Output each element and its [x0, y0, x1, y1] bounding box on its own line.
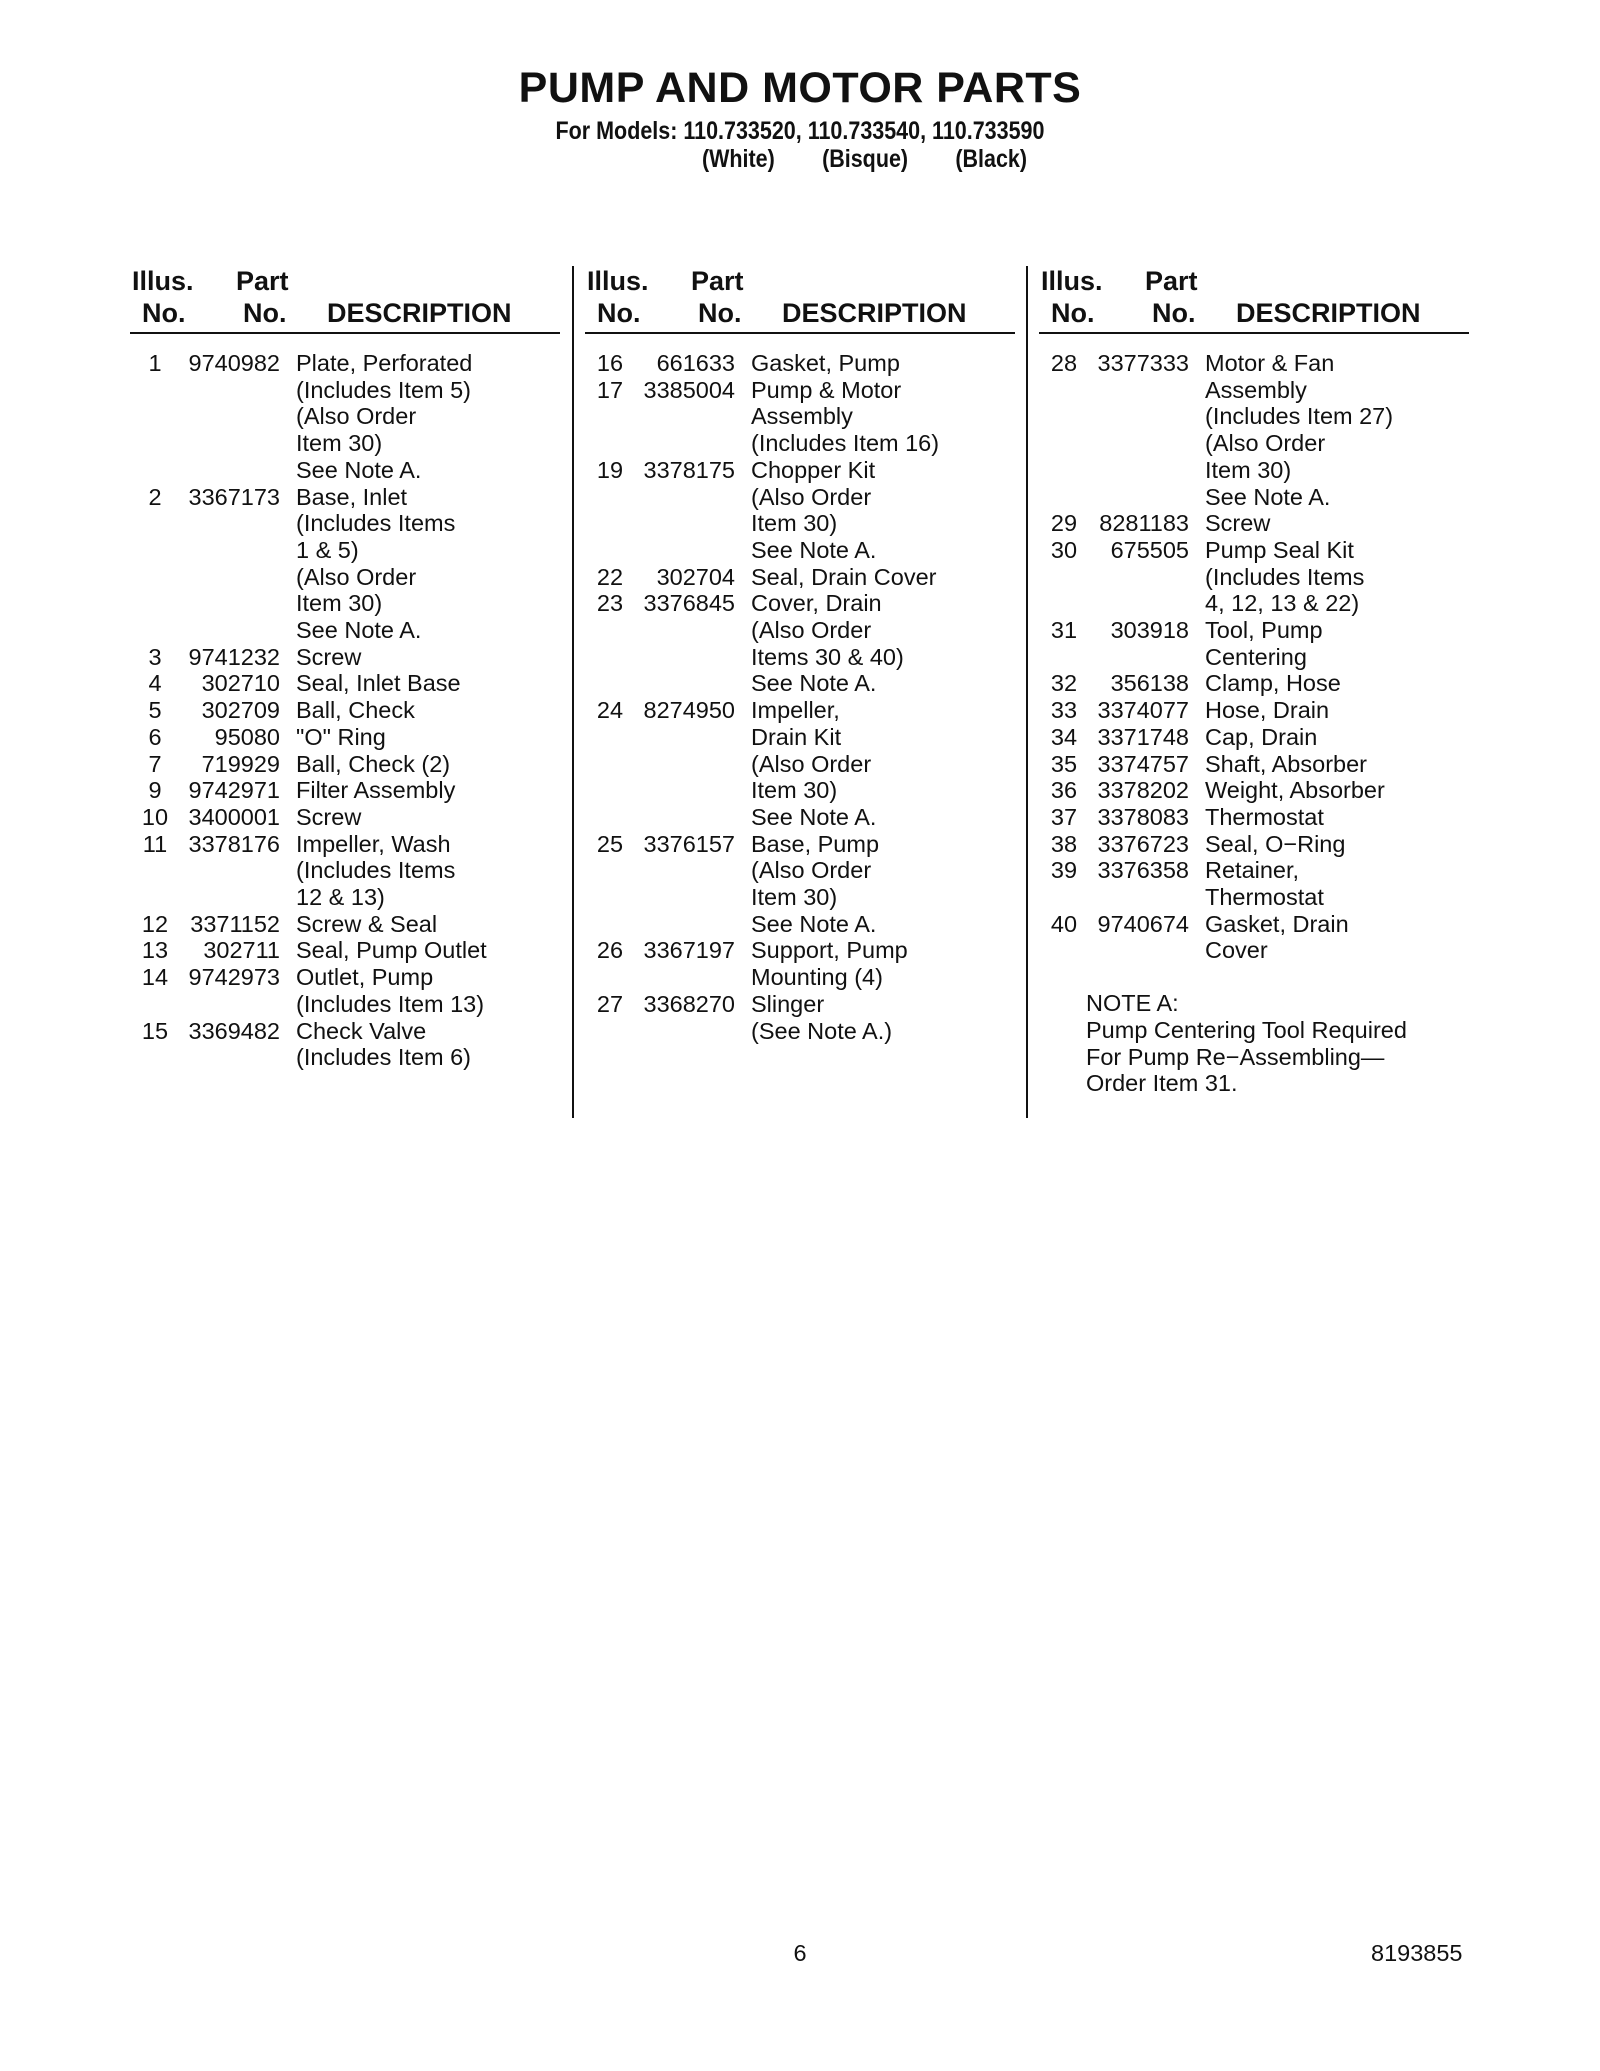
illus-number: 4: [148, 670, 162, 697]
header-illus-no: No.: [597, 298, 641, 328]
part-row: [1039, 537, 1469, 617]
part-description: Hose, Drain: [1205, 697, 1330, 724]
part-row: [130, 831, 560, 911]
part-description: Outlet, Pump (Includes Item 13): [296, 964, 485, 1017]
page-number: 6: [793, 1940, 807, 1966]
part-row: [130, 670, 560, 697]
part-description: Screw: [1205, 510, 1271, 537]
part-description: Support, Pump Mounting (4): [751, 937, 908, 991]
part-row: [130, 350, 560, 484]
part-description: Base, Pump (Also Order Item 30) See Note A.: [751, 830, 880, 937]
part-row: [130, 777, 560, 804]
part-row: [1039, 617, 1469, 670]
part-description: Seal, O−Ring: [1205, 830, 1346, 857]
illus-number: 25: [596, 830, 624, 857]
part-row: [1039, 804, 1469, 831]
part-row: [1039, 911, 1469, 964]
color-black: (Black): [955, 145, 1028, 173]
header-part: Part: [1145, 266, 1198, 296]
header-illus-no: No.: [1051, 298, 1095, 328]
illus-number: 36: [1050, 777, 1078, 804]
part-row: [585, 457, 1015, 564]
color-white: (White): [701, 145, 775, 173]
part-description: Filter Assembly: [296, 777, 456, 804]
parts-rows: [585, 350, 1015, 1044]
part-number: 3367197: [643, 937, 735, 964]
part-number: 3376845: [643, 590, 735, 617]
part-row: [585, 831, 1015, 938]
header-illus-no: No.: [142, 298, 186, 328]
illus-number: 30: [1050, 536, 1078, 563]
part-description: Screw: [296, 803, 362, 830]
page-title: PUMP AND MOTOR PARTS: [518, 64, 1082, 112]
part-number: 302711: [203, 937, 280, 964]
part-row: [1039, 777, 1469, 804]
part-row: [585, 590, 1015, 697]
part-description: Shaft, Absorber: [1205, 750, 1367, 777]
illus-number: 9: [148, 777, 162, 804]
illus-number: 6: [148, 723, 162, 750]
part-row: [1039, 510, 1469, 537]
part-number: 3378083: [1097, 803, 1189, 830]
part-number: 3378202: [1097, 777, 1189, 804]
part-number: 9742971: [188, 777, 280, 804]
part-number: 3376358: [1097, 857, 1189, 884]
part-number: 3400001: [188, 803, 280, 830]
header-illus: Illus.: [132, 266, 194, 296]
part-description: Ball, Check: [296, 697, 415, 724]
part-description: Pump & Motor Assembly (Includes Item 16): [751, 376, 940, 457]
part-row: [1039, 350, 1469, 510]
header-part-no: No.: [243, 298, 287, 328]
part-row: [130, 644, 560, 671]
part-row: [585, 991, 1015, 1044]
illus-number: 33: [1050, 697, 1078, 724]
part-description: Slinger (See Note A.): [751, 990, 893, 1044]
part-number: 9741232: [188, 643, 280, 670]
header-description: DESCRIPTION: [782, 298, 967, 328]
part-description: Gasket, Drain Cover: [1205, 910, 1349, 964]
column-divider: [1026, 266, 1028, 1118]
part-number: 303918: [1110, 617, 1189, 644]
illus-number: 39: [1050, 857, 1078, 884]
illus-number: 27: [596, 990, 624, 1017]
illus-number: 13: [141, 937, 169, 964]
header-description: DESCRIPTION: [327, 298, 512, 328]
part-row: [130, 804, 560, 831]
part-description: Cover, Drain (Also Order Items 30 & 40) See Note A.: [751, 590, 904, 697]
part-number: 302709: [201, 697, 280, 724]
illus-number: 34: [1050, 723, 1078, 750]
header-part-no: No.: [698, 298, 742, 328]
parts-rows: [1039, 350, 1469, 964]
model-colors: [112, 145, 1488, 174]
part-description: Base, Inlet (Includes Items 1 & 5) (Also Order Item 30) See Note A.: [296, 483, 456, 644]
part-description: Motor & Fan Assembly (Includes Item 27) (Also Order Item 30) See Note A.: [1205, 350, 1394, 510]
header-part: Part: [236, 266, 289, 296]
parts-column-3: [1039, 266, 1469, 1097]
part-row: [130, 724, 560, 751]
header-part: Part: [691, 266, 744, 296]
part-number: 95080: [214, 723, 280, 750]
part-number: 8274950: [643, 697, 735, 724]
part-description: Plate, Perforated (Includes Item 5) (Also Order Item 30) See Note A.: [296, 350, 473, 483]
part-row: [1039, 697, 1469, 724]
part-row: [130, 911, 560, 938]
part-row: [130, 751, 560, 778]
part-number: 3369482: [188, 1017, 280, 1044]
part-number: 3377333: [1097, 350, 1189, 376]
part-number: 9740674: [1097, 910, 1189, 937]
part-row: [585, 937, 1015, 990]
part-description: Seal, Inlet Base: [296, 670, 461, 697]
part-number: 9740982: [188, 350, 280, 376]
illus-number: 23: [596, 590, 624, 617]
parts-column-2: [585, 266, 1015, 1044]
illus-number: 10: [141, 803, 169, 830]
part-number: 719929: [201, 750, 280, 777]
part-row: [1039, 831, 1469, 858]
part-number: 3367173: [188, 483, 280, 510]
part-number: 3374077: [1097, 697, 1189, 724]
part-description: Screw: [296, 643, 362, 670]
illus-number: 29: [1050, 510, 1078, 537]
part-description: Pump Seal Kit (Includes Items 4, 12, 13 & 22): [1205, 536, 1365, 617]
header-part-no: No.: [1152, 298, 1196, 328]
part-description: Screw & Seal: [296, 910, 438, 937]
illus-number: 5: [148, 697, 162, 724]
part-number: 3368270: [643, 990, 735, 1017]
illus-number: 40: [1050, 910, 1078, 937]
part-row: [1039, 751, 1469, 778]
illus-number: 17: [596, 376, 624, 403]
part-number: 3371152: [190, 910, 280, 937]
column-header: [130, 266, 560, 334]
part-description: Check Valve (Includes Item 6): [296, 1017, 472, 1071]
illus-number: 3: [148, 643, 162, 670]
part-description: Impeller, Wash (Includes Items 12 & 13): [296, 830, 456, 911]
part-description: Thermostat: [1205, 803, 1324, 830]
illus-number: 35: [1050, 750, 1078, 777]
part-number: 9742973: [188, 964, 280, 991]
header-description: DESCRIPTION: [1236, 298, 1421, 328]
part-description: Ball, Check (2): [296, 750, 451, 777]
part-number: 661633: [656, 350, 735, 376]
column-header: [1039, 266, 1469, 334]
illus-number: 31: [1050, 617, 1078, 644]
part-number: 3385004: [643, 376, 735, 403]
part-number: 8281183: [1099, 510, 1189, 537]
parts-rows: [130, 350, 560, 1071]
column-divider: [572, 266, 574, 1118]
part-number: 3378175: [643, 456, 735, 483]
part-row: [130, 964, 560, 1017]
part-number: 3376723: [1097, 830, 1189, 857]
part-row: [1039, 724, 1469, 751]
part-row: [1039, 670, 1469, 697]
header-illus: Illus.: [587, 266, 649, 296]
illus-number: 11: [142, 830, 168, 857]
part-row: [130, 1018, 560, 1071]
part-description: Weight, Absorber: [1205, 777, 1385, 804]
part-number: 302710: [201, 670, 280, 697]
part-number: 675505: [1110, 536, 1189, 563]
part-description: Chopper Kit (Also Order Item 30) See Note A.: [751, 456, 877, 563]
part-description: Seal, Drain Cover: [751, 563, 937, 590]
illus-number: 22: [596, 563, 624, 590]
illus-number: 19: [596, 456, 624, 483]
illus-number: 37: [1050, 803, 1078, 830]
part-number: 3376157: [643, 830, 735, 857]
part-number: 3374757: [1097, 750, 1189, 777]
header-illus: Illus.: [1041, 266, 1103, 296]
part-row: [585, 350, 1015, 377]
part-row: [585, 697, 1015, 831]
part-number: 302704: [656, 563, 735, 590]
part-row: [1039, 857, 1469, 910]
note-a: NOTE A: Pump Centering Tool Required For Pump Re−Assembling— Order Item 31.: [1086, 990, 1407, 1097]
part-number: 356138: [1110, 670, 1189, 697]
illus-number: 2: [148, 483, 162, 510]
part-description: Tool, Pump Centering: [1205, 617, 1323, 670]
illus-number: 7: [148, 750, 162, 777]
color-bisque: (Bisque): [822, 145, 909, 173]
part-description: Gasket, Pump: [751, 350, 900, 376]
illus-number: 1: [148, 350, 162, 376]
illus-number: 16: [596, 350, 624, 376]
part-description: Impeller, Drain Kit (Also Order Item 30) See Note A.: [751, 697, 877, 830]
models-subtitle: For Models: 110.733520, 110.733540, 110.733590: [555, 117, 1045, 145]
illus-number: 12: [141, 910, 169, 937]
part-description: "O" Ring: [296, 723, 386, 750]
part-row: [130, 697, 560, 724]
column-header: [585, 266, 1015, 334]
illus-number: 38: [1050, 830, 1078, 857]
part-row: [585, 377, 1015, 457]
part-row: [130, 484, 560, 644]
illus-number: 28: [1050, 350, 1078, 376]
illus-number: 32: [1050, 670, 1078, 697]
illus-number: 14: [141, 964, 169, 991]
part-description: Seal, Pump Outlet: [296, 937, 487, 964]
part-row: [130, 937, 560, 964]
part-row: [585, 564, 1015, 591]
illus-number: 24: [596, 697, 624, 724]
parts-column-1: [130, 266, 560, 1071]
illus-number: 26: [596, 937, 624, 964]
document-number: 8193855: [1371, 1940, 1463, 1966]
part-description: Clamp, Hose: [1205, 670, 1341, 697]
illus-number: 15: [141, 1017, 169, 1044]
part-number: 3378176: [188, 830, 280, 857]
part-description: Retainer, Thermostat: [1205, 857, 1324, 911]
part-description: Cap, Drain: [1205, 723, 1318, 750]
part-number: 3371748: [1097, 723, 1189, 750]
